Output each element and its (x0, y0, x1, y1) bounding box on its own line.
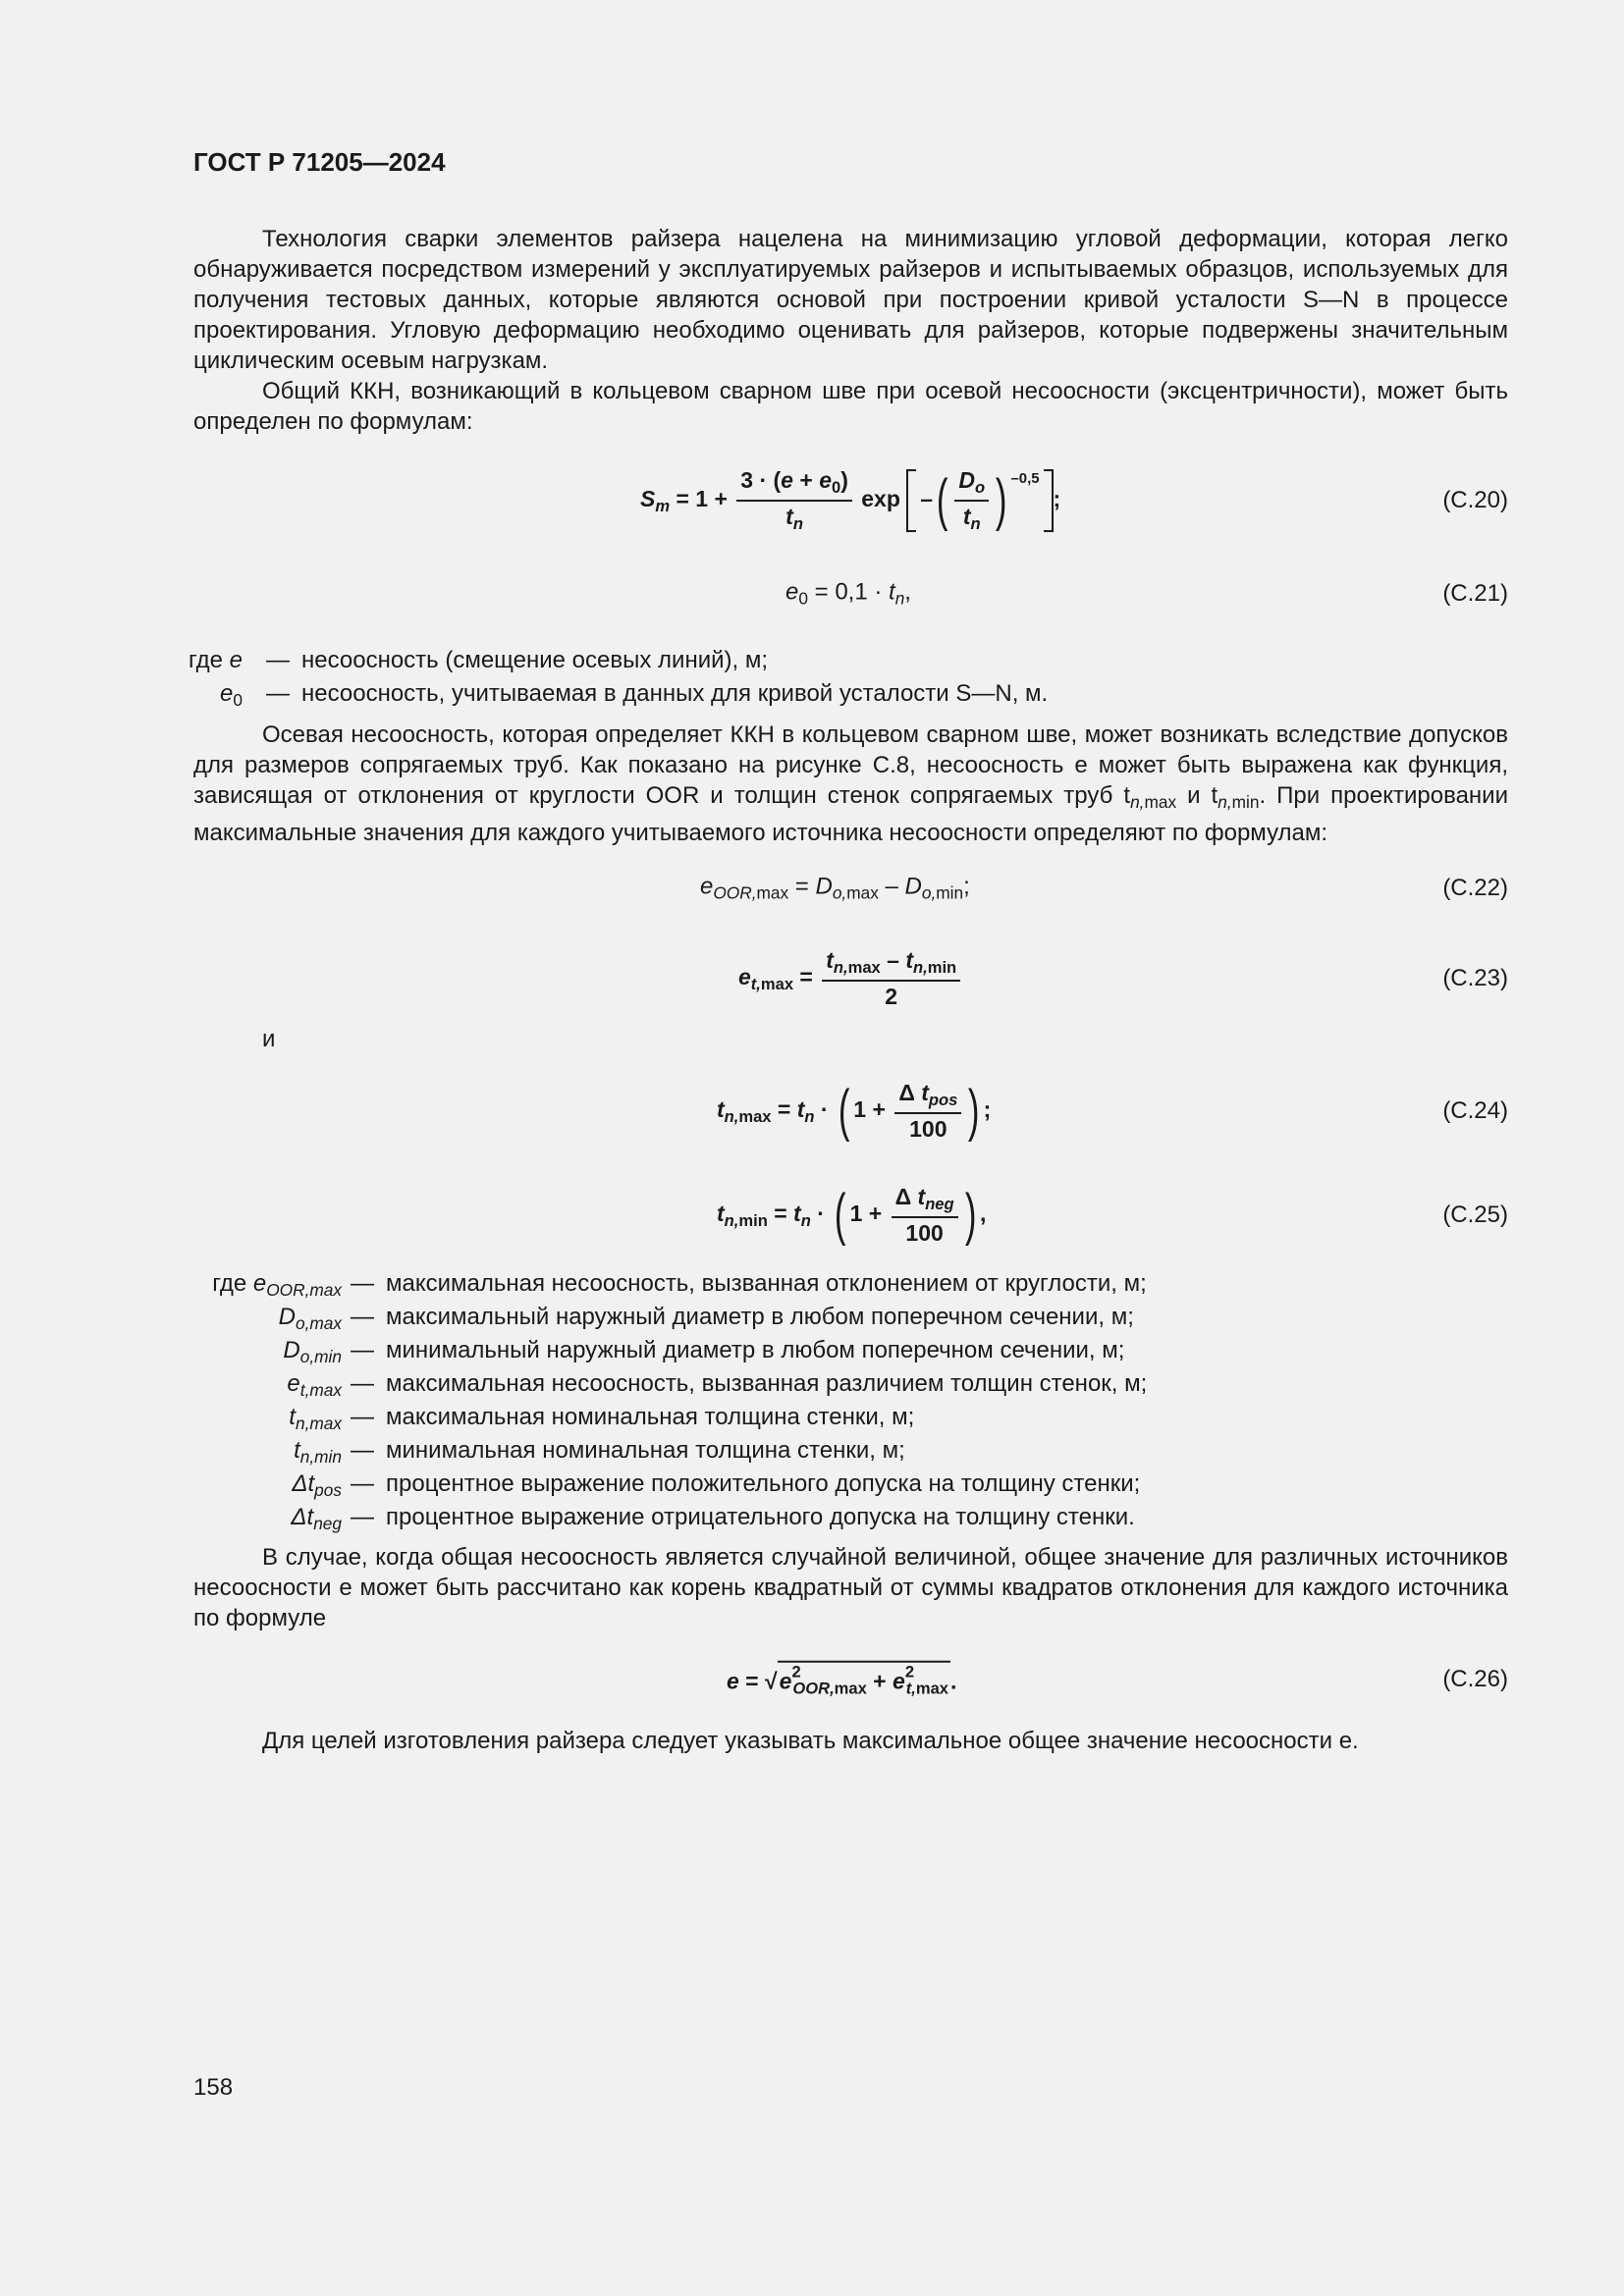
definition-text: несоосность, учитываемая в данных для кривой усталости S—N, м. (301, 680, 1049, 707)
formula-c20-expression: $S_m = 1$ + $\frac{3 \cdot (e + e_0)}{t_n}$ exp –( $\frac{D_o}{t_n}$ ) $^{-0,5}$; (640, 467, 1061, 533)
definition-text: минимальный наружный диаметр в любом поперечном сечении, м; (386, 1337, 1125, 1363)
formula-c23 (0, 939, 1624, 1018)
definition-text: максимальная номинальная толщина стенки, м; (386, 1404, 915, 1430)
definition-text: процентное выражение отрицательного допуска на толщину стенки. (386, 1504, 1135, 1530)
definition-row (193, 1434, 1508, 1468)
formula-c22-expression: $e_{OOR,max} = D_{o,max} - D_{o,min}$; (700, 873, 970, 903)
where-list-1 (188, 644, 1508, 711)
formula-c24 (0, 1072, 1624, 1150)
definition-text: минимальная номинальная толщина стенки, м; (386, 1437, 905, 1464)
formula-number: (С.26) (1442, 1666, 1508, 1692)
definition-row (193, 1401, 1508, 1434)
formula-c22 (0, 849, 1624, 928)
definition-text: максимальная несоосность, вызванная отклонением от круглости, м; (386, 1270, 1147, 1297)
definition-symbol: $e_0$ (220, 680, 243, 711)
formula-c25 (0, 1176, 1624, 1255)
definition-symbol: где $e_{OOR,max}$ (212, 1270, 342, 1301)
conjunction-and: и (262, 1026, 276, 1052)
definition-dash: — (266, 647, 290, 673)
formula-c26-expression: $e = √e^2_{OOR,max} + e^2_{t,max}$. (727, 1662, 957, 1698)
definition-dash: — (351, 1337, 374, 1363)
paragraph-welding-technology (193, 224, 1508, 376)
paragraph-manufacturing (193, 1726, 1508, 1756)
paragraph-axial-misalignment: Осевая несоосность, которая определяет ККН в кольцевом сварном шве, может возникать вследствие допусков для размеров сопрягаемых труб. Как показано на рисунке С.8, несоосность e может быть выражена как функция, зависящая от отклонения от круглости OOR и толщин стенок сопрягаемых труб $t_{n,max}$ и $t_{n,min}$. При проектировании максимальные значения для каждого учитываемого источника несоосности определяют по формулам: (193, 721, 1508, 847)
definition-symbol: $e_{t,max}$ (287, 1370, 342, 1401)
paragraph-random-misalignment (193, 1542, 1508, 1633)
definition-row (188, 644, 1508, 677)
page-number: 158 (193, 2074, 234, 2101)
definition-symbol: $\Delta t_{neg}$ (291, 1504, 342, 1534)
definition-text: максимальная несоосность, вызванная различием толщин стенок, м; (386, 1370, 1148, 1397)
definition-text: процентное выражение положительного допуска на толщину стенки; (386, 1470, 1141, 1497)
definition-symbol: $t_{n,max}$ (289, 1404, 342, 1434)
definition-dash: — (351, 1504, 374, 1530)
definition-row (193, 1501, 1508, 1534)
formula-number: (С.20) (1442, 487, 1508, 513)
definition-symbol: $\Delta t_{pos}$ (292, 1470, 342, 1501)
formula-number: (С.24) (1442, 1097, 1508, 1124)
paragraph-text: Технология сварки элементов райзера нацелена на минимизацию угловой деформации, которая легко обнаруживается посредством измерений у эксплуатируемых райзеров и испытываемых образцов, используемых для получения тестовых данных, которые являются основой при построении кривой усталости S—N в процессе проектирования. Угловую деформацию необходимо оценивать для райзеров, которые подвержены значительным циклическим осевым нагрузкам. (193, 226, 1508, 374)
document-header: ГОСТ Р 71205—2024 (193, 147, 446, 177)
paragraph-text: Для целей изготовления райзера следует указывать максимальное общее значение несоосности e. (262, 1728, 1359, 1754)
formula-number: (С.21) (1442, 580, 1508, 607)
definition-dash: — (351, 1470, 374, 1497)
definition-row (193, 1468, 1508, 1501)
definition-text: максимальный наружный диаметр в любом поперечном сечении, м; (386, 1304, 1134, 1330)
definition-dash: — (351, 1404, 374, 1430)
definition-symbol: $t_{n,min}$ (294, 1437, 342, 1468)
formula-number: (С.25) (1442, 1201, 1508, 1228)
formula-number: (С.22) (1442, 875, 1508, 901)
formula-number: (С.23) (1442, 965, 1508, 991)
definition-row (193, 677, 1508, 711)
formula-c21-expression: $e_0 = 0,1 \cdot t_n$, (785, 578, 911, 609)
definition-dash: — (351, 1270, 374, 1297)
definition-symbol: $D_{o,max}$ (278, 1304, 342, 1334)
paragraph-text: Общий ККН, возникающий в кольцевом сварном шве при осевой несоосности (эксцентричности), может быть определен по формулам: (193, 378, 1508, 435)
where-list-2 (193, 1267, 1508, 1534)
definition-row (193, 1367, 1508, 1401)
definition-dash: — (351, 1370, 374, 1397)
paragraph-general-scf (193, 376, 1508, 437)
definition-dash: — (266, 680, 290, 707)
definition-row (193, 1334, 1508, 1367)
formula-c20 (0, 461, 1624, 540)
formula-c26 (0, 1640, 1624, 1719)
definition-symbol: где e (188, 647, 243, 673)
definition-dash: — (351, 1437, 374, 1464)
definition-symbol: $D_{o,min}$ (283, 1337, 342, 1367)
definition-dash: — (351, 1304, 374, 1330)
paragraph-text: В случае, когда общая несоосность является случайной величиной, общее значение для различных источников несоосности e может быть рассчитано как корень квадратный от суммы квадратов отклонения для каждого источника по формуле (193, 1544, 1508, 1631)
formula-c23-expression: $e_{t,max}$ = $\frac{t_{n,max} - t_{n,min}}{2}$ (738, 947, 963, 1010)
formula-c25-expression: $t_{n,min} = t_n$ · ( 1 + $\frac{\Delta t_{neg}}{100}$ ) , (717, 1183, 987, 1248)
definition-text: несоосность (смещение осевых линий), м; (301, 647, 769, 673)
definition-row (193, 1267, 1508, 1301)
formula-c24-expression: $t_{n,max} = t_n$ · ( 1 + $\frac{\Delta t_{pos}}{100}$ ) ; (717, 1079, 992, 1144)
formula-c21 (0, 555, 1624, 633)
definition-row (193, 1301, 1508, 1334)
